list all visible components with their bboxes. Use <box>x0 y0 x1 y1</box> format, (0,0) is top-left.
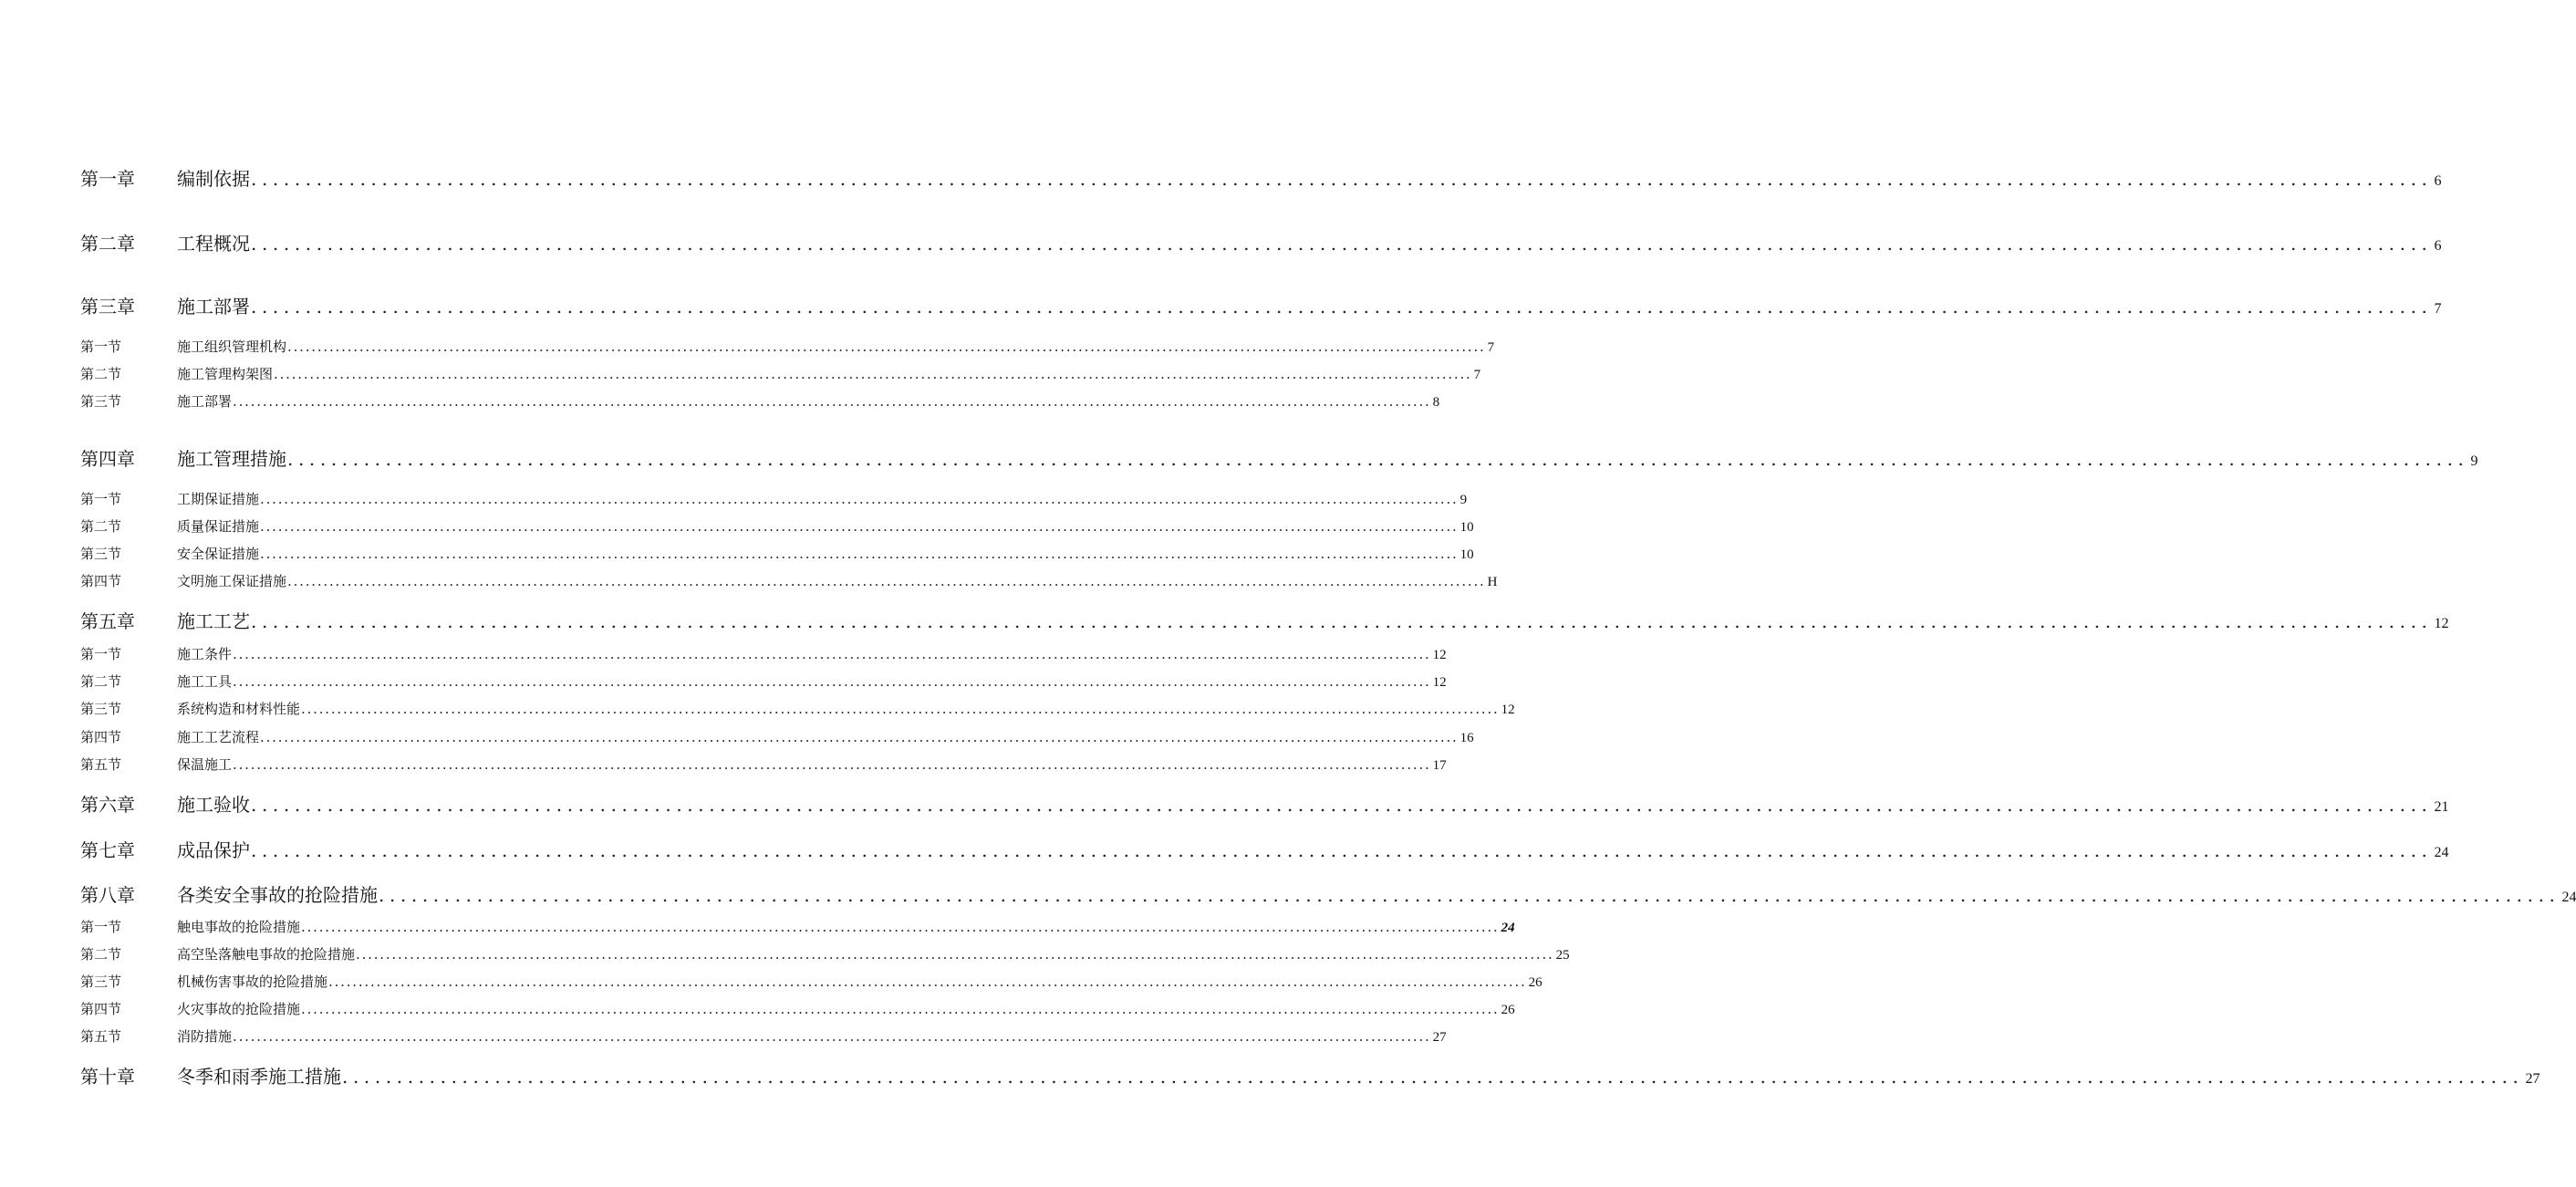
toc-dot-leader: ........................................................................................................................................................................................................ <box>251 168 2433 190</box>
toc-page-number: 10 <box>1459 520 1474 535</box>
toc-page-number: 12 <box>2434 616 2449 631</box>
toc-section-row[interactable] <box>80 364 1481 383</box>
toc-dot-leader: ........................................................................................................................................................................................................ <box>287 573 1486 589</box>
toc-number: 第一节 <box>80 338 122 355</box>
toc-number: 第三节 <box>80 546 122 562</box>
toc-chapter-row[interactable] <box>80 880 2576 907</box>
toc-number: 第一节 <box>80 646 122 662</box>
toc-title: 各类安全事故的抢险措施 <box>177 884 378 906</box>
toc-dot-leader: ........................................................................................................................................................................................................ <box>260 546 1459 562</box>
toc-page-number: 7 <box>2434 301 2442 317</box>
toc-number: 第三节 <box>80 701 122 717</box>
toc-number: 第五节 <box>80 756 122 773</box>
toc-chapter-row[interactable] <box>80 607 2449 633</box>
toc-title: 施工工艺流程 <box>177 729 260 745</box>
toc-dot-leader: ........................................................................................................................................................................................................ <box>251 794 2433 816</box>
toc-number: 第五章 <box>80 610 135 632</box>
toc-number: 第二节 <box>80 366 122 382</box>
toc-page-number: 24 <box>2561 890 2576 905</box>
toc-dot-leader: ........................................................................................................................................................................................................ <box>260 729 1459 745</box>
toc-number: 第一节 <box>80 491 122 507</box>
toc-chapter-row[interactable] <box>80 444 2478 471</box>
toc-page-number: H <box>1487 575 1498 589</box>
toc-page-number: 26 <box>1501 1003 1515 1017</box>
toc-page-number: 25 <box>1555 948 1570 963</box>
toc-dot-leader: ........................................................................................................................................................................................................ <box>274 366 1472 382</box>
toc-page-number: 7 <box>1487 340 1495 355</box>
toc-title: 工期保证措施 <box>177 491 260 507</box>
toc-number: 第二节 <box>80 518 122 535</box>
toc-page-number: 9 <box>2470 453 2478 469</box>
toc-section-row[interactable] <box>80 337 1495 356</box>
toc-chapter-row[interactable] <box>80 164 2442 191</box>
toc-section-row[interactable] <box>80 516 1474 536</box>
toc-number: 第二节 <box>80 673 122 690</box>
toc-number: 第四章 <box>80 448 135 470</box>
toc-dot-leader: ........................................................................................................................................................................................................ <box>301 1001 1500 1017</box>
toc-title: 成品保护 <box>177 839 250 861</box>
toc-title: 触电事故的抢险措施 <box>177 919 301 935</box>
toc-chapter-row[interactable] <box>80 790 2449 817</box>
toc-page-number: 27 <box>1432 1030 1447 1045</box>
toc-section-row[interactable] <box>80 917 1515 936</box>
toc-section-row[interactable] <box>80 1026 1447 1046</box>
toc-dot-leader: ........................................................................................................................................................................................................ <box>251 839 2433 861</box>
toc-title: 施工条件 <box>177 646 233 662</box>
toc-title: 冬季和雨季施工措施 <box>177 1066 341 1088</box>
toc-number: 第二节 <box>80 946 122 963</box>
toc-section-row[interactable] <box>80 644 1447 663</box>
toc-title: 质量保证措施 <box>177 518 260 535</box>
toc-page-number: 12 <box>1501 703 1515 717</box>
toc-title: 火灾事故的抢险措施 <box>177 1001 301 1017</box>
toc-page-number: 24 <box>1501 921 1515 935</box>
toc-number: 第四节 <box>80 1001 122 1017</box>
toc-dot-leader: ........................................................................................................................................................................................................ <box>301 701 1500 717</box>
toc-title: 工程概况 <box>177 233 250 255</box>
toc-dot-leader: ........................................................................................................................................................................................................ <box>251 610 2433 632</box>
toc-page-number: 9 <box>1459 493 1468 507</box>
toc-dot-leader: ........................................................................................................................................................................................................ <box>233 393 1431 410</box>
toc-dot-leader: ........................................................................................................................................................................................................ <box>301 919 1500 935</box>
toc-number: 第七章 <box>80 839 135 861</box>
toc-page-number: 12 <box>1432 675 1447 690</box>
toc-section-row[interactable] <box>80 727 1474 746</box>
toc-dot-leader: ........................................................................................................................................................................................................ <box>251 296 2433 318</box>
toc-page-number: 10 <box>1459 547 1474 562</box>
toc-number: 第三节 <box>80 393 122 410</box>
toc-section-row[interactable] <box>80 544 1474 563</box>
toc-dot-leader: ........................................................................................................................................................................................................ <box>287 338 1486 355</box>
toc-page-number: 16 <box>1459 731 1474 745</box>
toc-page-number: 27 <box>2525 1071 2540 1087</box>
toc-section-row[interactable] <box>80 944 1570 963</box>
toc-section-row[interactable] <box>80 571 1498 590</box>
toc-section-row[interactable] <box>80 391 1440 411</box>
toc-number: 第十章 <box>80 1066 135 1088</box>
toc-section-row[interactable] <box>80 672 1447 691</box>
toc-number: 第五节 <box>80 1028 122 1045</box>
toc-dot-leader: ........................................................................................................................................................................................................ <box>260 518 1459 535</box>
toc-number: 第六章 <box>80 794 135 816</box>
toc-title: 系统构造和材料性能 <box>177 701 301 717</box>
toc-number: 第三章 <box>80 296 135 318</box>
toc-section-row[interactable] <box>80 972 1542 991</box>
toc-title: 施工验收 <box>177 794 250 816</box>
toc-page-number: 21 <box>2434 799 2449 815</box>
toc-page-number: 6 <box>2434 238 2442 254</box>
toc-number: 第一章 <box>80 168 135 190</box>
toc-title: 施工管理构架图 <box>177 366 274 382</box>
toc-dot-leader: ........................................................................................................................................................................................................ <box>233 673 1431 690</box>
toc-section-row[interactable] <box>80 755 1447 774</box>
toc-number: 第四节 <box>80 573 122 589</box>
toc-chapter-row[interactable] <box>80 1062 2540 1088</box>
toc-title: 消防措施 <box>177 1028 233 1045</box>
toc-page-number: 17 <box>1432 758 1447 773</box>
toc-title: 保温施工 <box>177 756 233 773</box>
toc-dot-leader: ........................................................................................................................................................................................................ <box>233 1028 1431 1045</box>
toc-page-number: 7 <box>1473 368 1481 382</box>
toc-dot-leader: ........................................................................................................................................................................................................ <box>233 646 1431 662</box>
toc-title: 施工部署 <box>177 296 250 318</box>
toc-dot-leader: ........................................................................................................................................................................................................ <box>379 884 2560 906</box>
toc-chapter-row[interactable] <box>80 292 2442 318</box>
toc-title: 施工部署 <box>177 393 233 410</box>
toc-dot-leader: ........................................................................................................................................................................................................ <box>342 1066 2524 1088</box>
toc-number: 第二章 <box>80 233 135 255</box>
toc-page-number: 26 <box>1528 975 1542 990</box>
toc-section-row[interactable] <box>80 489 1468 508</box>
toc-number: 第四节 <box>80 729 122 745</box>
toc-dot-leader: ........................................................................................................................................................................................................ <box>356 946 1554 963</box>
toc-page-number: 12 <box>1432 648 1447 662</box>
toc-number: 第一节 <box>80 919 122 935</box>
toc-number: 第三节 <box>80 974 122 990</box>
toc-chapter-row[interactable] <box>80 229 2442 255</box>
toc-title: 施工组织管理机构 <box>177 338 287 355</box>
toc-title: 机械伤害事故的抢险措施 <box>177 974 328 990</box>
toc-dot-leader: ........................................................................................................................................................................................................ <box>233 756 1431 773</box>
toc-chapter-row[interactable] <box>80 836 2449 862</box>
toc-dot-leader: ........................................................................................................................................................................................................ <box>251 233 2433 255</box>
toc-page-number: 6 <box>2434 173 2442 189</box>
toc-section-row[interactable] <box>80 699 1515 718</box>
toc-title: 编制依据 <box>177 168 250 190</box>
toc-page-number: 24 <box>2434 845 2449 860</box>
toc-title: 施工工艺 <box>177 610 250 632</box>
toc-section-row[interactable] <box>80 999 1515 1018</box>
toc-number: 第八章 <box>80 884 135 906</box>
toc-dot-leader: ........................................................................................................................................................................................................ <box>287 448 2469 470</box>
toc-title: 施工管理措施 <box>177 448 286 470</box>
toc-title: 施工工具 <box>177 673 233 690</box>
toc-title: 文明施工保证措施 <box>177 573 287 589</box>
toc-page-number: 8 <box>1432 395 1440 410</box>
toc-dot-leader: ........................................................................................................................................................................................................ <box>260 491 1459 507</box>
toc-title: 安全保证措施 <box>177 546 260 562</box>
toc-title: 高空坠落触电事故的抢险措施 <box>177 946 356 963</box>
toc-dot-leader: ........................................................................................................................................................................................................ <box>328 974 1527 990</box>
